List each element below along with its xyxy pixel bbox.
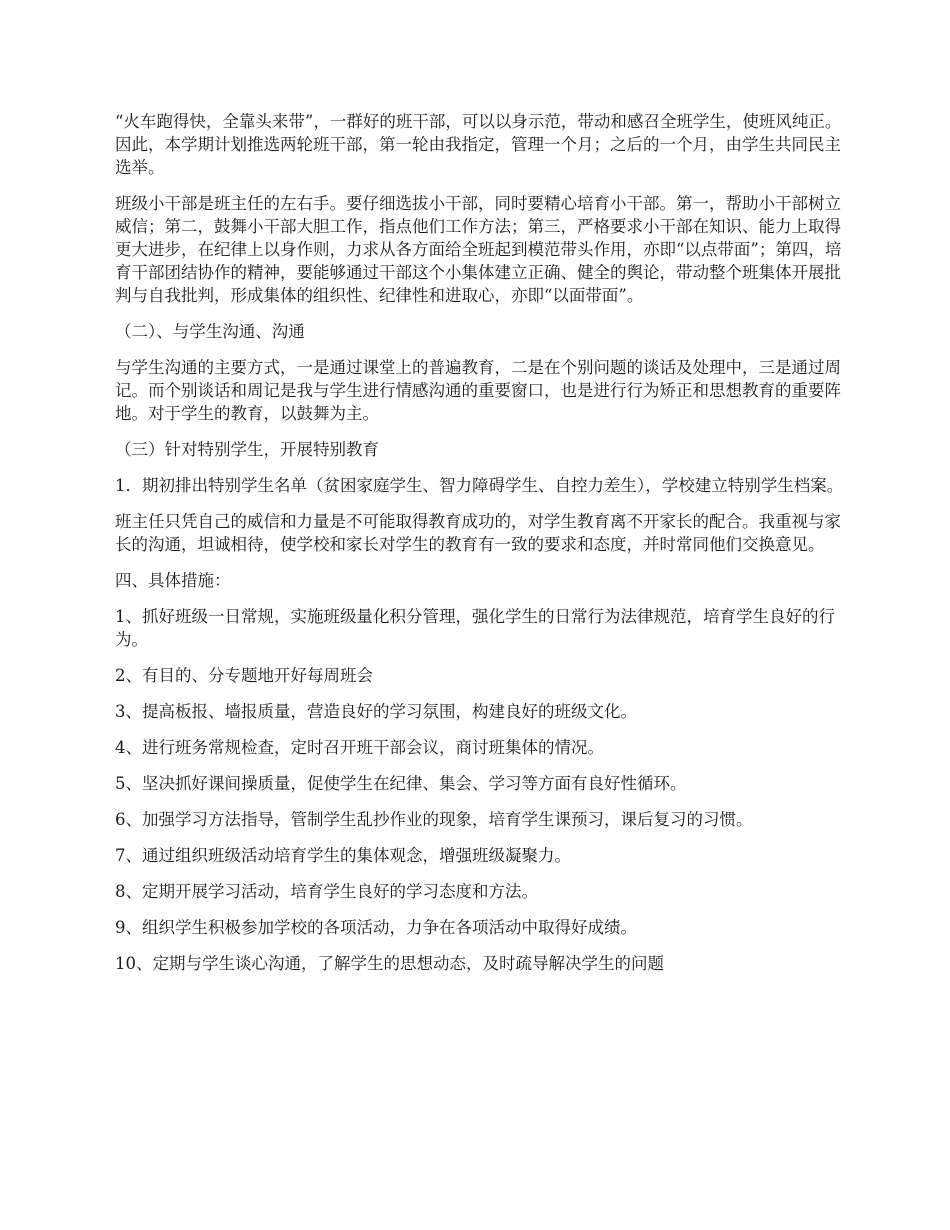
measure-item-9: 9、组织学生积极参加学校的各项活动，力争在各项活动中取得好成绩。	[115, 918, 637, 937]
measure-item-10: 10、定期与学生谈心沟通，了解学生的思想动态，及时疏导解决学生的问题	[115, 954, 664, 973]
section-heading-communication: （二）、与学生沟通、沟通	[115, 322, 305, 341]
measure-item-3: 3、提高板报、墙报质量，营造良好的学习氛围，构建良好的班级文化。	[115, 702, 637, 721]
paragraph-special-student-list: 1．期初排出特别学生名单（贫困家庭学生、智力障碍学生、自控力差生），学校建立特别学生档案。	[115, 476, 844, 495]
measure-item-4: 4、进行班务常规检查，定时召开班干部会议，商讨班集体的情况。	[115, 738, 604, 757]
section-heading-measures: 四、具体措施：	[115, 571, 231, 590]
measure-item-8: 8、定期开展学习活动，培育学生良好的学习态度和方法。	[115, 882, 538, 901]
paragraph-parent-cooperation: 班主任只凭自己的威信和力量是不可能取得教育成功的，对学生教育离不开家长的配合。我重视与家长的沟通，坦诚相待，使学校和家长对学生的教育有一致的要求和态度，并时常同他们交换意见。	[115, 512, 841, 554]
document-body	[115, 110, 845, 988]
paragraph-cadre-training: 班级小干部是班主任的左右手。要仔细选拔小干部，同时要精心培育小干部。第一，帮助小干部树立威信；第二，鼓舞小干部大胆工作，指点他们工作方法；第三，严格要求小干部在知识、能力上取得更大进步，在纪律上以身作则，力求从各方面给全班起到模范带头作用，亦即“以点带面”；第四，培育干部团结协作的精神，要能够通过干部这个小集体建立正确、健全的舆论，带动整个班集体开展批判与自我批判，形成集体的组织性、纪律性和进取心，亦即“以面带面”。	[115, 194, 842, 305]
paragraph-class-cadre-intro: “火车跑得快，全靠头来带”，一群好的班干部，可以以身示范，带动和感召全班学生，使班风纯正。因此，本学期计划推选两轮班干部，第一轮由我指定，管理一个月；之后的一个月，由学生共同民主选举。	[115, 112, 842, 177]
section-heading-special-students: （三）针对特别学生，开展特别教育	[115, 440, 379, 459]
measure-item-7: 7、通过组织班级活动培育学生的集体观念，增强班级凝聚力。	[115, 846, 571, 865]
paragraph-communication-methods: 与学生沟通的主要方式，一是通过课堂上的普遍教育，二是在个别问题的谈话及处理中，三是通过周记。而个别谈话和周记是我与学生进行情感沟通的重要窗口，也是进行行为矫正和思想教育的重要阵地。对于学生的教育，以鼓舞为主。	[115, 358, 841, 423]
measure-item-1: 1、抓好班级一日常规，实施班级量化积分管理，强化学生的日常行为法律规范，培育学生良好的行为。	[115, 607, 835, 649]
measure-item-2: 2、有目的、分专题地开好每周班会	[115, 666, 373, 685]
measure-item-6: 6、加强学习方法指导，管制学生乱抄作业的现象，培育学生课预习，课后复习的习惯。	[115, 810, 753, 829]
measure-item-5: 5、坚决抓好课间操质量，促使学生在纪律、集会、学习等方面有良好性循环。	[115, 774, 687, 793]
